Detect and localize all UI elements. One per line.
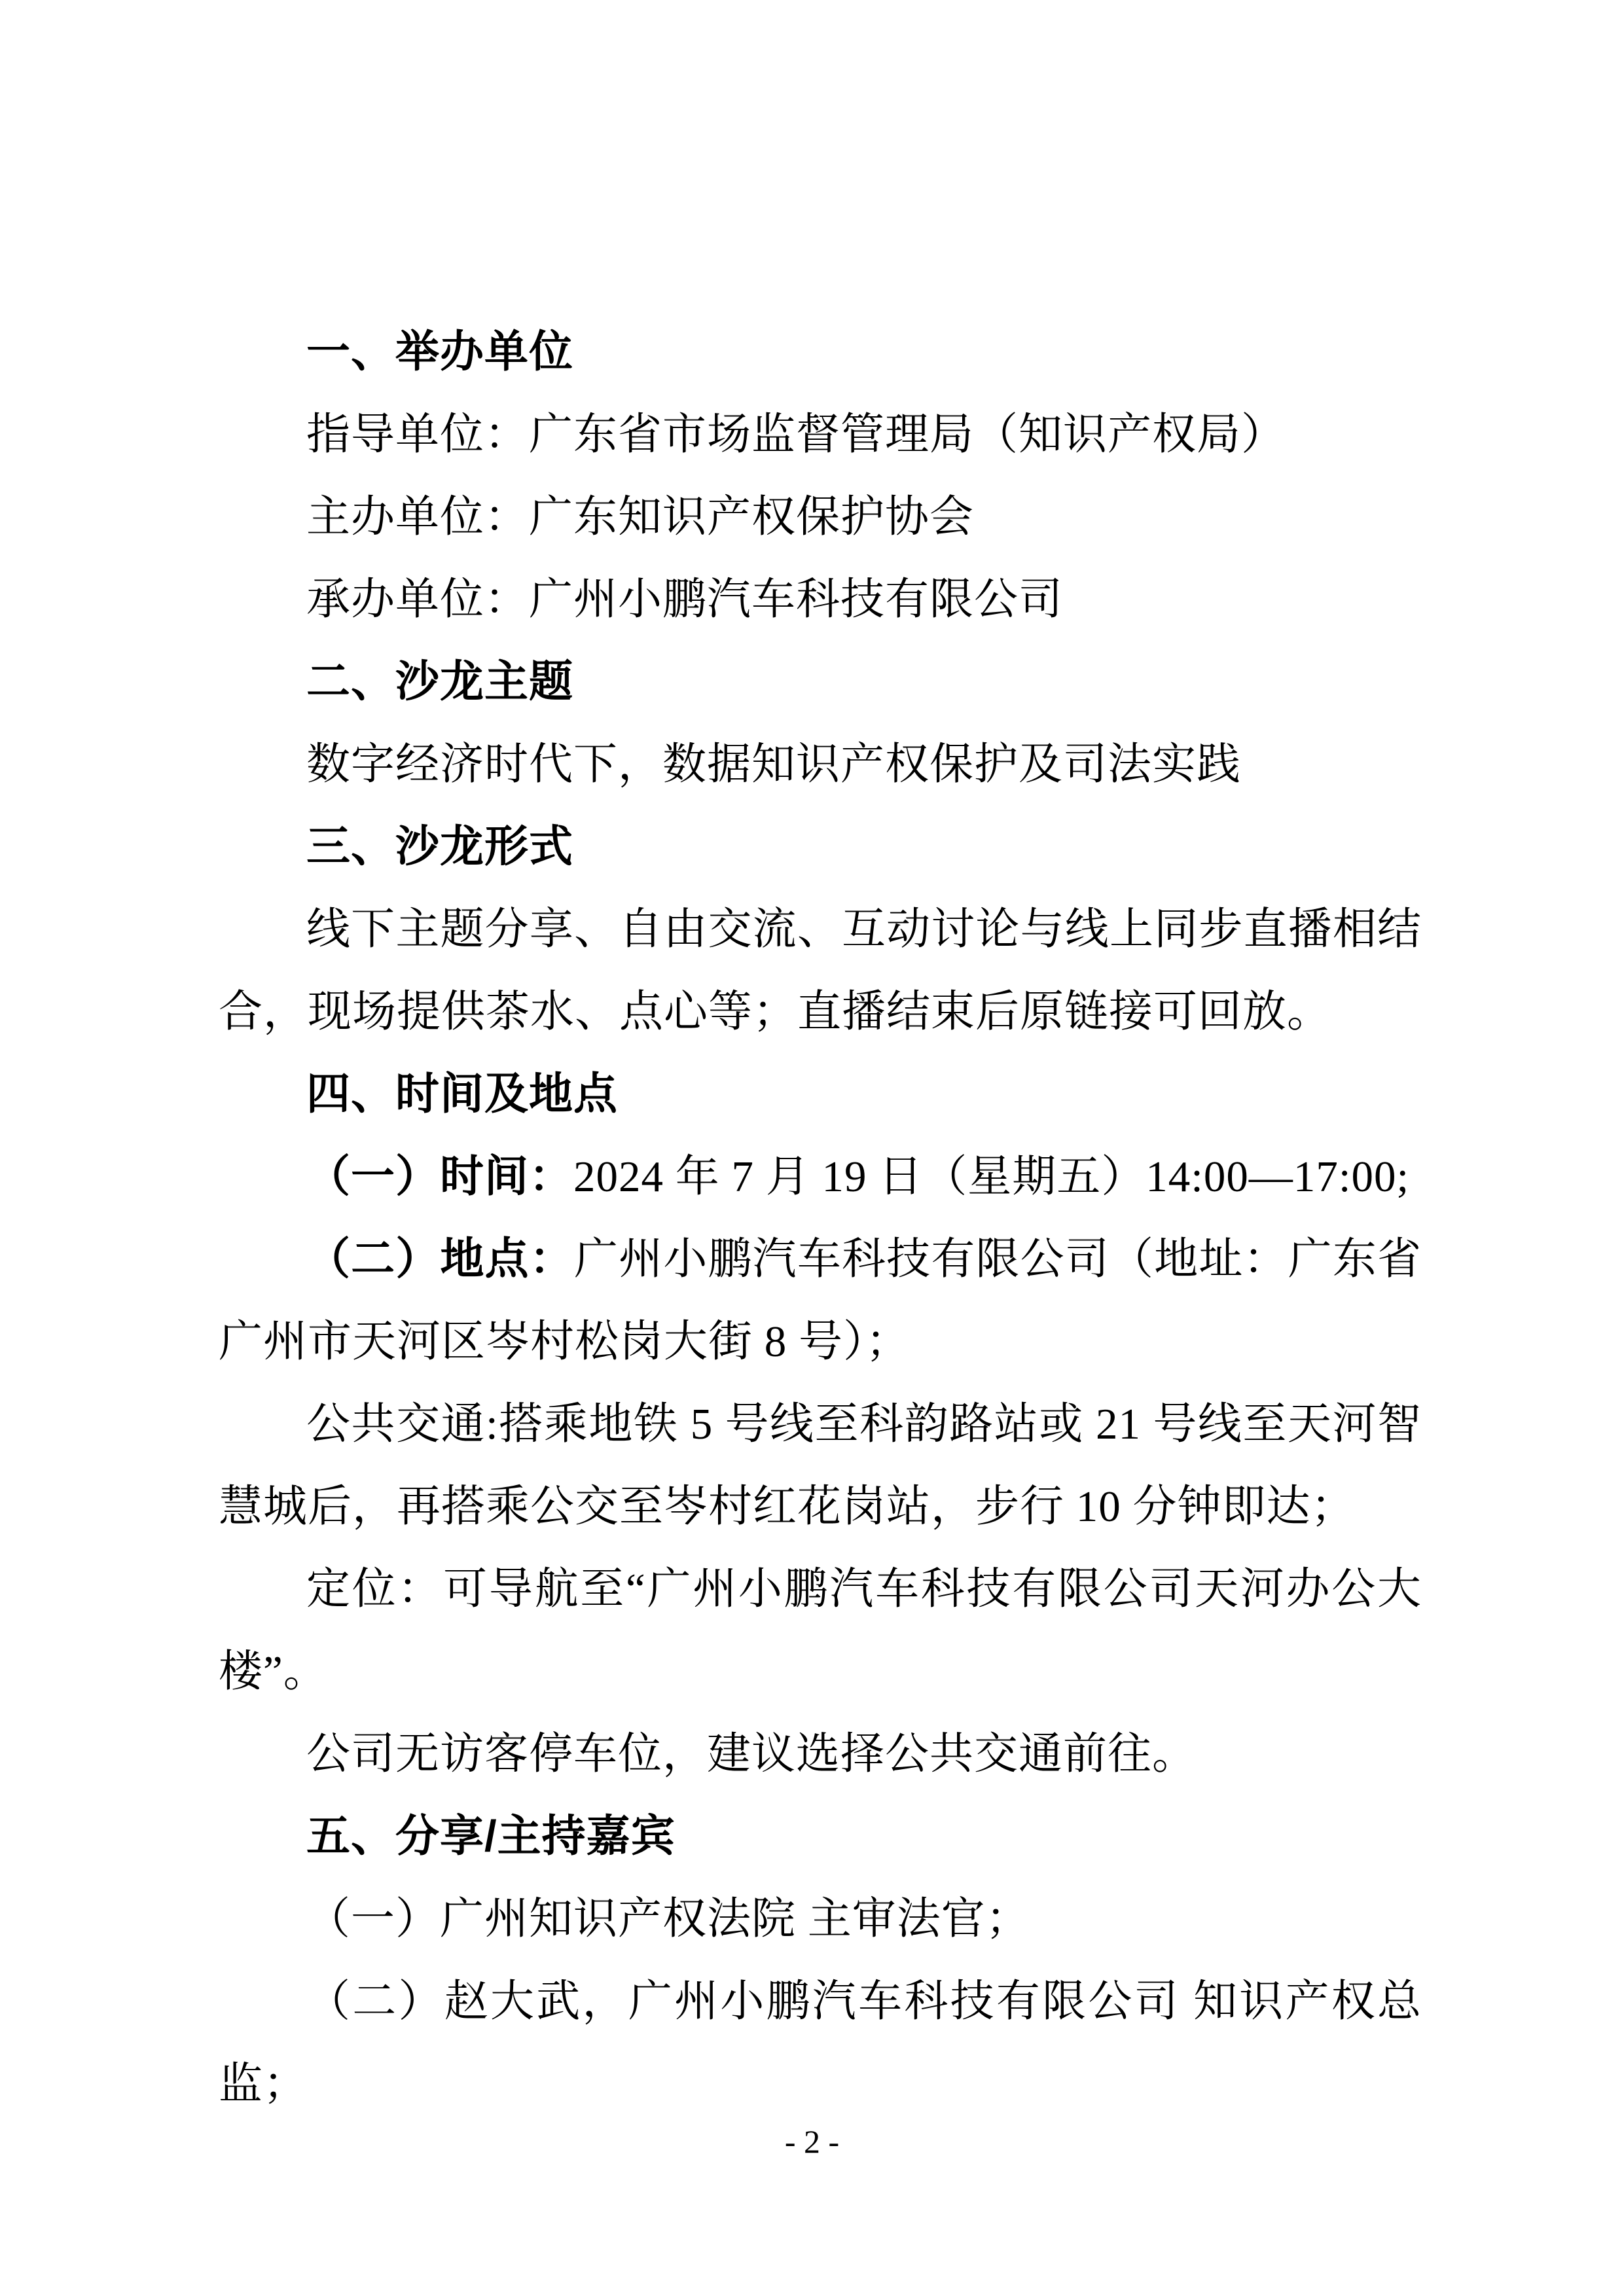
para-parking-notice: 公司无访客停车位，建议选择公共交通前往。 bbox=[306, 1730, 1197, 1778]
para-undertaking-unit: 承办单位：广州小鹏汽车科技有限公司 bbox=[306, 575, 1063, 624]
para-guest-judge: （一）广州知识产权法院 主审法官； bbox=[306, 1895, 1030, 1943]
time-value: 2024 年 7 月 19 日（星期五）14:00—17:00; bbox=[573, 1153, 1410, 1201]
place-value: 广州小鹏汽车科技有限公司（地址：广东省广州市天河区岑村松岗大街 8 号）； bbox=[219, 1235, 1422, 1366]
para-place bbox=[219, 1218, 1422, 1383]
para-navigation: 定位：可导航至“广州小鹏汽车科技有限公司天河办公大楼”。 bbox=[219, 1565, 1422, 1696]
place-label: （二）地点： bbox=[306, 1235, 574, 1283]
para-time bbox=[219, 1136, 1422, 1218]
para-host-unit: 主办单位：广东知识产权保护协会 bbox=[306, 493, 974, 541]
para-salon-theme: 数字经济时代下，数据知识产权保护及司法实践 bbox=[306, 740, 1241, 789]
para-guest-zhaodawu: （二）赵大武，广州小鹏汽车科技有限公司 知识产权总监； bbox=[219, 1977, 1422, 2108]
para-public-transport: 公共交通:搭乘地铁 5 号线至科韵路站或 21 号线至天河智慧城后，再搭乘公交至岑村红花岗站，步行 10 分钟即达； bbox=[219, 1400, 1422, 1531]
section-heading-organizers: 一、举办单位 bbox=[306, 327, 573, 376]
para-guidance-unit: 指导单位：广东省市场监督管理局（知识产权局） bbox=[306, 410, 1286, 459]
section-heading-time-place: 四、时间及地点 bbox=[306, 1069, 618, 1119]
section-heading-guests: 五、分享/主持嘉宾 bbox=[306, 1812, 676, 1861]
section-heading-salon-format: 三、沙龙形式 bbox=[306, 822, 573, 871]
section-heading-salon-theme: 二、沙龙主题 bbox=[306, 657, 573, 706]
document-body bbox=[219, 311, 1422, 2125]
para-salon-format: 线下主题分享、自由交流、互动讨论与线上同步直播相结合，现场提供茶水、点心等；直播结束后原链接可回放。 bbox=[219, 905, 1422, 1036]
time-label: （一）时间： bbox=[306, 1153, 573, 1201]
page-number: - 2 - bbox=[784, 2123, 840, 2160]
